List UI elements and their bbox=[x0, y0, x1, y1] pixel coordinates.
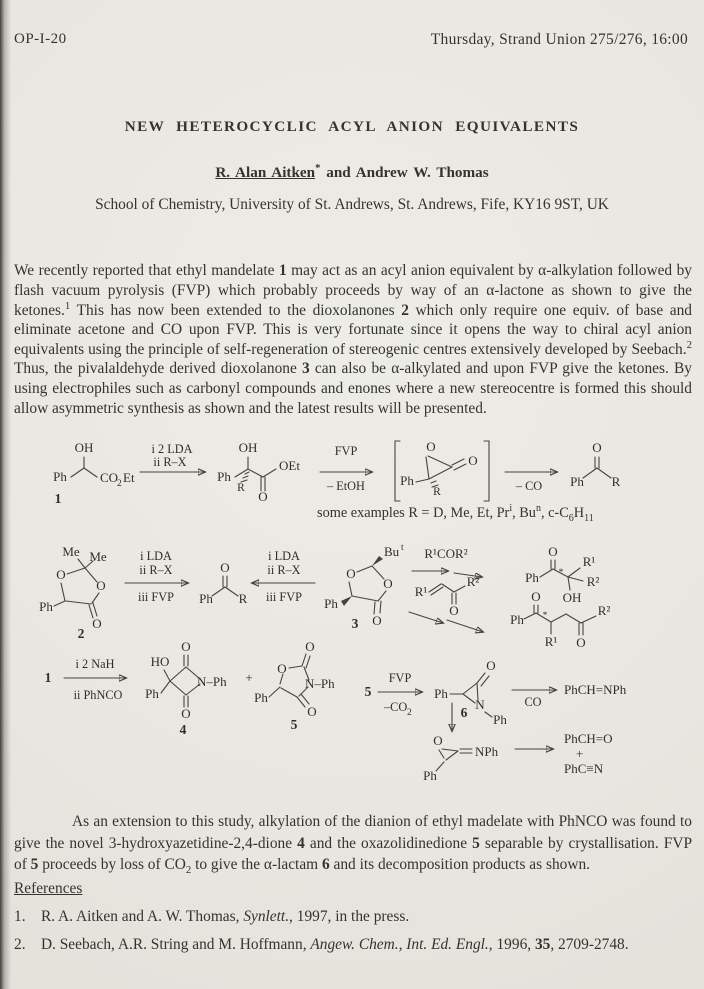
condition-minus-etoh: – EtOH bbox=[327, 479, 365, 493]
abstract-paragraph: We recently reported that ethyl mandelate 1 may act as an acyl anion equivalent by α-alkylation followed by flash vacuum pyrolysis (FVP) which probably proceeds by way of an α-lactone as shown to give the ketones.$^1$ This has now been extended to the dioxolanones 2 which only require one equiv. of base and eliminate acetone and CO upon FVP. This is very fortunate since it opens the way to chiral acyl anion equivalents using the principle of self-regeneration of stereogenic centres extensively developed by Seebach.$^2$ Thus, the pivalaldehyde derived dioxolanone 3 can also be α-alkylated and upon FVP give the ketones. By using electrophiles such as carbonyl compounds and enones where a new stereocentre is formed this should allow asymmetric synthesis as shown and the latest results will be presented. bbox=[14, 262, 692, 417]
atom-label-ho: HO bbox=[150, 654, 170, 669]
plus-sign: + bbox=[576, 746, 584, 761]
structure-ketone-product-1 bbox=[570, 440, 621, 489]
atom-label-o: O bbox=[258, 489, 268, 504]
atom-label-ph: Ph bbox=[53, 469, 67, 484]
atom-label-o: O bbox=[433, 733, 443, 748]
atom-label-o: O bbox=[305, 639, 315, 654]
atom-label-o: O bbox=[486, 658, 496, 673]
structure-5-oxazolidinedione bbox=[254, 639, 335, 732]
compound-number-6: 6 bbox=[460, 705, 468, 720]
atom-label-o: O bbox=[592, 440, 602, 455]
atom-label-o: O bbox=[468, 453, 478, 468]
structure-enone bbox=[415, 574, 480, 618]
atom-label-me: Me bbox=[62, 544, 80, 559]
arrow-alkylation-1 bbox=[140, 442, 205, 472]
structure-1-ethyl-mandelate bbox=[53, 440, 135, 506]
atom-label-ph: Ph bbox=[39, 599, 53, 614]
arrow-nah-phnco bbox=[45, 657, 126, 702]
atom-label-ph: Ph bbox=[254, 690, 268, 705]
atom-label-o: O bbox=[56, 567, 66, 582]
atom-label-o: O bbox=[449, 603, 459, 618]
atom-label-o: O bbox=[426, 439, 436, 454]
arrow-fvp-1 bbox=[320, 444, 372, 493]
reagent-r1cor2: R¹COR² bbox=[424, 546, 468, 561]
atom-label-o: O bbox=[531, 589, 541, 604]
arrow-to-imine bbox=[512, 682, 627, 709]
atom-label-nph: NPh bbox=[475, 744, 499, 759]
atom-label-o: O bbox=[181, 639, 191, 654]
condition-phnco: ii PhNCO bbox=[73, 688, 123, 702]
product-phcn: PhC≡N bbox=[564, 761, 604, 776]
compound-number-5: 5 bbox=[290, 717, 298, 732]
atom-label-r2: R² bbox=[466, 574, 480, 589]
condition-rx: ii R–X bbox=[153, 455, 187, 469]
atom-label-nph: N–Ph bbox=[305, 676, 335, 691]
atom-label-o: O bbox=[383, 576, 393, 591]
arrow-minus-co bbox=[505, 472, 557, 493]
references-section bbox=[14, 880, 692, 957]
product-phcho: PhCH=O bbox=[564, 731, 613, 746]
product-phchnph: PhCH=NPh bbox=[564, 682, 627, 697]
atom-label-nph: N–Ph bbox=[197, 674, 227, 689]
atom-label-n: N bbox=[475, 697, 485, 712]
reference-1: 1. R. A. Aitken and A. W. Thomas, Synlett., 1997, in the press. bbox=[14, 908, 410, 925]
atom-label-ph: Ph bbox=[510, 612, 524, 627]
atom-label-ph: Ph bbox=[493, 712, 507, 727]
condition-lda: i 2 LDA bbox=[151, 442, 193, 456]
structure-2-dioxolanone bbox=[39, 544, 107, 641]
atom-label-o: O bbox=[576, 635, 586, 650]
superscript-t: t bbox=[401, 543, 404, 553]
atom-label-ph: Ph bbox=[400, 473, 414, 488]
compound-number-1: 1 bbox=[44, 670, 52, 685]
atom-label-ph: Ph bbox=[434, 686, 448, 701]
atom-label-ph: Ph bbox=[199, 591, 213, 606]
atom-label-o: O bbox=[372, 613, 382, 628]
atom-label-oh: OH bbox=[74, 440, 94, 455]
atom-label-et: Et bbox=[123, 470, 135, 485]
session-code: OP-I-20 bbox=[14, 31, 67, 47]
atom-label-o: O bbox=[346, 566, 356, 581]
affiliation: School of Chemistry, University of St. Andrews, St. Andrews, Fife, KY16 9ST, UK bbox=[95, 196, 609, 213]
atom-label-o: O bbox=[548, 544, 558, 559]
atom-label-me: Me bbox=[89, 549, 107, 564]
structure-alkylated-ester bbox=[217, 440, 300, 504]
reference-2: 2. D. Seebach, A.R. String and M. Hoffmann, Angew. Chem., Int. Ed. Engl., 1996, 35, 2709-2748. bbox=[14, 936, 629, 953]
arrow-alkylation-3-reverse bbox=[252, 549, 315, 604]
atom-label-bu: Bu bbox=[384, 544, 400, 559]
atom-label-ph: Ph bbox=[324, 596, 338, 611]
condition-fvp3: iii FVP bbox=[138, 590, 174, 604]
arrow-alkylation-2 bbox=[125, 549, 188, 604]
structure-6-alpha-lactam bbox=[434, 658, 507, 731]
structure-alpha-lactone-intermediate bbox=[395, 439, 489, 501]
condition-rx: ii R–X bbox=[267, 563, 301, 577]
condition-co: CO bbox=[524, 695, 542, 709]
atom-label-o: O bbox=[96, 578, 106, 593]
atom-label-r2: R² bbox=[586, 574, 600, 589]
atom-label-oet: OEt bbox=[279, 458, 300, 473]
references-heading: References bbox=[14, 880, 83, 897]
stereocentre-star: * bbox=[542, 611, 548, 621]
atom-label-o: O bbox=[277, 661, 287, 676]
condition-fvp: FVP bbox=[334, 444, 358, 458]
atom-label-r1: R¹ bbox=[582, 554, 596, 569]
atom-label-ph: Ph bbox=[217, 469, 231, 484]
atom-label-o: O bbox=[92, 616, 102, 631]
plus-sign: + bbox=[245, 670, 253, 685]
atom-label-r2: R² bbox=[597, 603, 611, 618]
atom-label-ph: Ph bbox=[570, 474, 584, 489]
condition-minus-co: – CO bbox=[515, 479, 543, 493]
structure-4-azetidinedione bbox=[145, 639, 227, 737]
atom-label-r: R bbox=[611, 474, 621, 489]
structure-14-diketone-product bbox=[510, 589, 610, 650]
compound-number-4: 4 bbox=[179, 722, 187, 737]
atom-label-r1: R¹ bbox=[414, 584, 428, 599]
atom-label-oh: OH bbox=[562, 590, 582, 605]
subscript-2: 2 bbox=[117, 479, 122, 489]
atom-label-o: O bbox=[307, 704, 317, 719]
atom-label-ph: Ph bbox=[423, 768, 437, 783]
atom-label-r: R bbox=[237, 482, 245, 494]
condition-lda: i LDA bbox=[140, 549, 172, 563]
atom-label-r: R bbox=[238, 591, 248, 606]
structure-ketone-product-2 bbox=[199, 560, 248, 606]
condition-nah: i 2 NaH bbox=[75, 657, 115, 671]
stereocentre-star: * bbox=[558, 568, 564, 578]
condition-fvp3: iii FVP bbox=[266, 590, 302, 604]
compound-number-1: 1 bbox=[54, 491, 62, 506]
subscript-2: 2 bbox=[407, 708, 412, 718]
closing-paragraph: As an extension to this study, alkylation of the dianion of ethyl madelate with PhNCO was found to give the novel 3-hydroxyazetidine-2,4-dione 4 and the oxazolidinedione 5 separable by crystallisation. FVP of 5 proceeds by loss of $CO_2$ to give the α-lactam 6 and its decomposition products as shown. bbox=[14, 813, 693, 877]
compound-number-2: 2 bbox=[77, 626, 85, 641]
atom-label-oh: OH bbox=[238, 440, 258, 455]
atom-label-r1: R¹ bbox=[544, 634, 558, 649]
compound-number-5: 5 bbox=[364, 684, 372, 699]
condition-fvp: FVP bbox=[388, 671, 412, 685]
atom-label-ph: Ph bbox=[525, 570, 539, 585]
atom-label-ph: Ph bbox=[145, 686, 159, 701]
compound-number-3: 3 bbox=[351, 616, 359, 631]
condition-rx: ii R–X bbox=[139, 563, 173, 577]
atom-label-co2et: CO bbox=[100, 470, 119, 485]
condition-lda: i LDA bbox=[268, 549, 300, 563]
session-schedule: Thursday, Strand Union 275/276, 16:00 bbox=[430, 31, 688, 48]
atom-label-o: O bbox=[220, 560, 230, 575]
arrow-decomposition bbox=[515, 731, 613, 776]
condition-minus-co2: –CO bbox=[384, 700, 408, 714]
structure-oxirane-imine bbox=[423, 733, 498, 783]
authors-line: R. Alan Aitken* and Andrew W. Thomas bbox=[215, 162, 489, 181]
reaction-schemes bbox=[0, 430, 704, 800]
atom-label-o: O bbox=[181, 706, 191, 721]
structure-3-pivalaldehyde-dioxolanone bbox=[324, 543, 404, 631]
atom-label-r: R bbox=[433, 486, 441, 498]
examples-line: some examples R = D, Me, Et, Pr$^i$, Bu$^n$, $c-C_6H_{11}$ bbox=[317, 503, 594, 524]
arrow-fvp-co2 bbox=[365, 671, 422, 718]
page-title: NEW HETEROCYCLIC ACYL ANION EQUIVALENTS bbox=[124, 118, 580, 135]
